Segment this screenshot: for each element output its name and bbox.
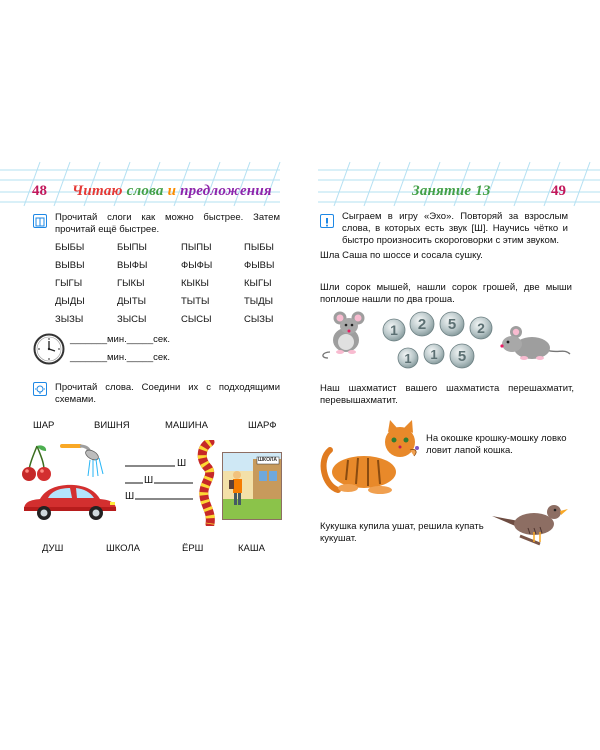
syllable-cell: БЫПЫ xyxy=(117,242,147,253)
tongue-twister-4: На окошке крошку-мошку ловко ловит лапой кошка. xyxy=(426,433,567,456)
svg-text:Ш: Ш xyxy=(125,491,135,501)
coin-value: 5 xyxy=(447,316,457,333)
coin-value: 5 xyxy=(457,348,467,365)
lightbulb-icon xyxy=(33,382,47,396)
scheme-1 xyxy=(125,455,195,473)
syllable-cell: ПЫБЫ xyxy=(244,242,274,253)
exclamation-icon xyxy=(320,214,334,228)
syllable-cell: ЗЫЗЫ xyxy=(55,314,84,325)
word-mashina: МАШИНА xyxy=(165,420,208,431)
tongue-twister-5: Кукушка купила ушат, решила купать кукушат. xyxy=(320,521,484,544)
svg-text:Ш: Ш xyxy=(144,475,154,485)
tongue-twister-3: Наш шахматист вашего шахматиста перешахматит, перевышахматит. xyxy=(320,383,574,406)
word-shkola: ШКОЛА xyxy=(106,543,140,554)
mouse-illustration xyxy=(318,306,376,365)
syllable-cell: ГЫКЫ xyxy=(117,278,145,289)
coin-value: 1 xyxy=(390,322,398,338)
shower-illustration xyxy=(60,442,108,485)
syllable-cell: ВЫВЫ xyxy=(55,260,85,271)
syllable-cell: ДЫДЫ xyxy=(55,296,85,307)
word-dush: ДУШ xyxy=(42,543,64,554)
school-sign: ШКОЛА xyxy=(258,457,277,463)
coin-value: 1 xyxy=(430,347,438,362)
syllable-cell: ФЫВЫ xyxy=(244,260,275,271)
word-sharf: ШАРФ xyxy=(248,420,277,431)
syllable-cell: ПЫПЫ xyxy=(181,242,212,253)
syllable-cell: ДЫТЫ xyxy=(117,296,147,307)
syllable-cell: ВЫФЫ xyxy=(117,260,148,271)
tongue-twister-2: Шли сорок мышей, нашли сорок грошей, две мыши поплоше нашли по два гроша. xyxy=(320,282,572,305)
syllable-cell: ФЫФЫ xyxy=(181,260,213,271)
car-illustration xyxy=(20,480,120,527)
word-yorsh: ЁРШ xyxy=(182,543,204,554)
tongue-twister-1: Шла Саша по шоссе и сосала сушку. xyxy=(320,250,483,261)
right-intro: Сыграем в игру «Эхо». Повторяй за взрослым слова, в которых есть звук [Ш]. Научись чётко и быстро произносить скороговорки с этим звуком. xyxy=(342,211,568,246)
title-word-2: слова xyxy=(126,183,164,199)
coin-value: 2 xyxy=(477,320,485,336)
word-vishnya: ВИШНЯ xyxy=(94,420,130,431)
syllable-cell: ЗЫСЫ xyxy=(117,314,147,325)
scheme-3 xyxy=(125,488,195,506)
book-icon xyxy=(33,214,47,228)
word-shar: ШАР xyxy=(33,420,55,431)
syllable-cell: КЫКЫ xyxy=(181,278,209,289)
task1-instructions: Прочитай слоги как можно быстрее. Затем прочитай ещё быстрее. xyxy=(55,212,280,235)
syllable-cell: СЫЗЫ xyxy=(244,314,274,325)
timer-line-1: _______мин._____сек. xyxy=(70,334,170,345)
word-kasha: КАША xyxy=(238,543,265,554)
coin-value: 1 xyxy=(404,351,412,366)
coins-illustration xyxy=(380,308,496,381)
title-word-3: и xyxy=(167,183,177,199)
syllable-cell: ТЫДЫ xyxy=(244,296,274,307)
left-page-number: 48 xyxy=(32,183,47,199)
syllable-cell: ТЫТЫ xyxy=(181,296,210,307)
syllable-cell: КЫГЫ xyxy=(244,278,272,289)
notebook-guide-lines xyxy=(0,0,600,120)
clock-icon xyxy=(33,333,65,370)
cuckoo-illustration xyxy=(490,496,572,559)
scarf-illustration xyxy=(196,440,220,531)
syllable-cell: ГЫГЫ xyxy=(55,278,83,289)
svg-text:Ш: Ш xyxy=(177,458,187,468)
right-page-number: 49 xyxy=(551,183,566,199)
cat-illustration xyxy=(318,420,424,505)
mouse-illustration-2 xyxy=(500,324,572,367)
title-word-4: предложения xyxy=(180,183,272,199)
coin-value: 2 xyxy=(417,316,427,333)
right-page-title: Занятие 13 xyxy=(412,183,491,199)
syllable-cell: СЫСЫ xyxy=(181,314,212,325)
timer-line-2: _______мин._____сек. xyxy=(70,352,170,363)
left-page-title xyxy=(72,183,272,200)
syllable-cell: БЫБЫ xyxy=(55,242,85,253)
title-word-1: Читаю xyxy=(72,183,123,199)
task2-instructions: Прочитай слова. Соедини их с подходящими схемами. xyxy=(55,382,280,405)
